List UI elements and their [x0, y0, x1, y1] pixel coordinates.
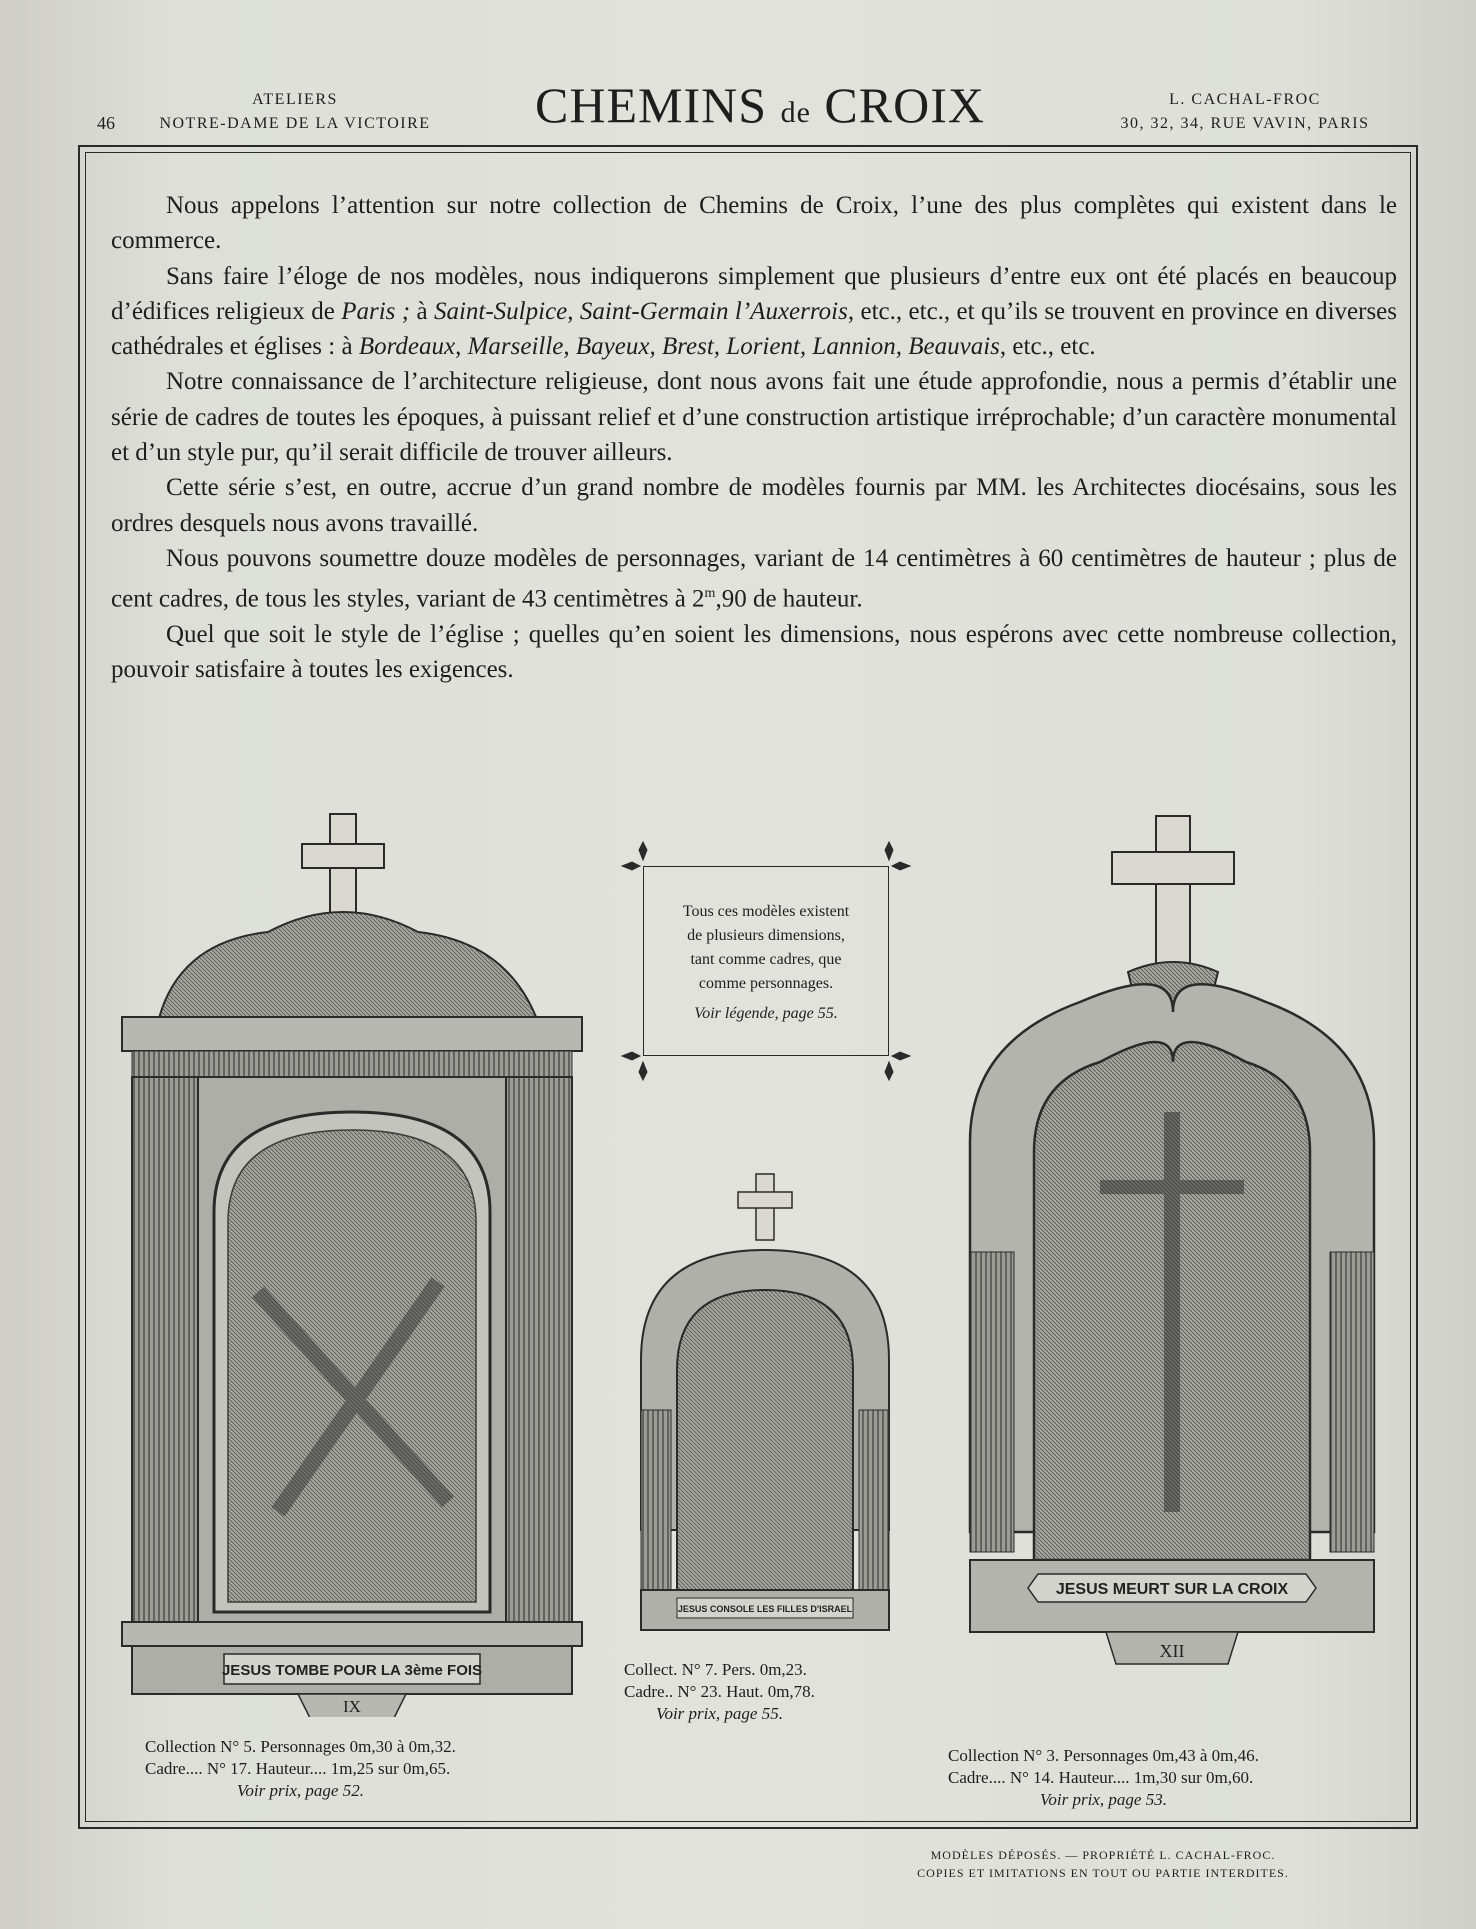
note-reference: Voir légende, page 55.	[694, 1005, 838, 1022]
p2-text-b: à	[410, 297, 434, 325]
footer-line1: MODÈLES DÉPOSÉS. — PROPRIÉTÉ L. CACHAL-FROC.	[930, 1848, 1276, 1862]
base-molding	[122, 1622, 582, 1646]
ornament-top-left	[622, 842, 647, 870]
header-workshop-line2: NOTRE-DAME DE LA VICTOIRE	[159, 115, 431, 132]
plaque-text: JESUS CONSOLE LES FILLES D'ISRAEL	[677, 1604, 853, 1614]
plaque-text: JESUS MEURT SUR LA CROIX	[1055, 1581, 1289, 1598]
pediment-crest	[158, 912, 538, 1022]
p2-paris: Paris ;	[341, 297, 411, 325]
note-line-2: de plusieurs dimensions,	[687, 927, 845, 944]
caption-middle-line1: Collect. N° 7. Pers. 0m,23.	[624, 1660, 807, 1679]
header-workshop	[150, 88, 440, 136]
header-workshop-line1: ATELIERS	[252, 91, 338, 108]
p2-cities: Bordeaux, Marseille, Bayeux, Brest, Lorient, Lannion, Beauvais	[358, 333, 1000, 361]
p2-saint-germain: Saint-Germain l’Auxerrois	[579, 297, 848, 325]
relief-scene-women	[677, 1290, 853, 1590]
header-address-line1: L. CACHAL-FROC	[1169, 91, 1321, 108]
p5-text-b: ,90 de hauteur.	[715, 585, 863, 613]
p2-text-c: ,	[567, 297, 580, 325]
paragraph-1: Nous appelons l’attention sur notre collection de Chemins de Croix, l’une des plus complètes qui existent dans le commerce.	[111, 192, 1397, 255]
note-line-3: tant comme cadres, que	[690, 951, 842, 968]
right-column	[859, 1410, 889, 1600]
p5-text-a: Nous pouvons soumettre douze modèles de personnages, variant de 14 centimètres à 60 centimètres de hauteur ; plus de cent cadres, de tous les styles, variant de 43 centimètres à 2	[111, 544, 1397, 613]
p2-text-e: , etc., etc.	[999, 333, 1096, 361]
caption-left-ref: Voir prix, page 52.	[236, 1781, 364, 1800]
caption-right	[948, 1745, 1259, 1811]
caption-left-line1: Collection N° 5. Personnages 0m,30 à 0m,32.	[145, 1737, 456, 1756]
ornament-top-right	[885, 842, 910, 870]
cross-top	[1112, 816, 1234, 1012]
station-ix-illustration	[118, 812, 586, 1717]
right-column	[1330, 1252, 1374, 1552]
footer-line2: COPIES ET IMITATIONS EN TOUT OU PARTIE INTERDITES.	[917, 1866, 1289, 1880]
header-address-line2: 30, 32, 34, RUE VAVIN, PARIS	[1120, 115, 1370, 132]
station-xii-illustration	[960, 812, 1384, 1724]
title-word-croix: CROIX	[824, 77, 985, 133]
cross-top	[302, 814, 384, 922]
caption-middle	[624, 1659, 815, 1725]
paragraph-2	[111, 259, 1397, 365]
note-line-1: Tous ces modèles existent	[682, 903, 850, 920]
page-title	[490, 76, 1030, 134]
ornament-bottom-right	[885, 1052, 910, 1080]
p2-text-a: Sans faire l’éloge de nos modèles, nous indiquerons simplement que plusieurs d’entre eux ont été placés en beaucoup d’édifices religieux de	[111, 262, 1397, 325]
cornice	[122, 1017, 582, 1051]
left-column	[641, 1410, 671, 1600]
p2-text-d: , etc., etc., et qu’ils se trouvent en province en diverses cathédrales et églises : à	[111, 297, 1397, 361]
title-word-chemins: CHEMINS	[535, 77, 768, 133]
p2-saint-sulpice: Saint-Sulpice	[433, 297, 568, 325]
footer-notice	[893, 1846, 1313, 1882]
page-number: 46	[97, 113, 115, 133]
caption-right-line1: Collection N° 3. Personnages 0m,43 à 0m,46.	[948, 1746, 1259, 1765]
caption-left	[145, 1736, 456, 1802]
station-numeral: IX	[343, 1697, 361, 1716]
paragraph-6: Quel que soit le style de l’église ; quelles qu’en soient les dimensions, nous espérons avec cette nombreuse collection, pouvoir satisfaire à toutes les exigences.	[111, 620, 1397, 684]
ornament-bottom-left	[622, 1052, 647, 1080]
relief-scene-fall	[228, 1130, 476, 1602]
caption-left-line2: Cadre.... N° 17. Hauteur.... 1m,25 sur 0m,65.	[145, 1759, 451, 1778]
station-middle-illustration	[637, 1170, 893, 1642]
paragraph-3: Notre connaissance de l’architecture religieuse, dont nous avons fait une étude approfondie, nous a permis d’établir une série de cadres de toutes les époques, à puissant relief et d’une construction artistique irréprochable; d’un caractère monumental et d’un style pur, qu’il serait difficile de trouver ailleurs.	[111, 368, 1397, 467]
note-text	[650, 900, 882, 1026]
right-column	[506, 1077, 572, 1622]
title-word-de: de	[780, 96, 811, 129]
p5-superscript: m	[704, 586, 716, 602]
paragraph-5	[111, 541, 1397, 617]
cross-top	[738, 1174, 792, 1240]
caption-right-ref: Voir prix, page 53.	[1039, 1790, 1167, 1809]
paragraph-4: Cette série s’est, en outre, accrue d’un grand nombre de modèles fournis par MM. les Architectes diocésains, sous les ordres desquels nous avons travaillé.	[111, 474, 1397, 537]
caption-middle-ref: Voir prix, page 55.	[655, 1704, 783, 1723]
station-numeral: XII	[1159, 1641, 1185, 1661]
left-column	[132, 1077, 198, 1622]
note-line-4: comme personnages.	[698, 975, 834, 992]
left-column	[970, 1252, 1014, 1552]
plaque-text: JESUS TOMBE POUR LA 3ème FOIS	[221, 1662, 483, 1679]
caption-middle-line2: Cadre.. N° 23. Haut. 0m,78.	[624, 1682, 815, 1701]
header-address	[1090, 88, 1400, 136]
frieze	[132, 1051, 572, 1077]
caption-right-line2: Cadre.... N° 14. Hauteur.... 1m,30 sur 0m,60.	[948, 1768, 1254, 1787]
intro-text	[111, 188, 1397, 687]
